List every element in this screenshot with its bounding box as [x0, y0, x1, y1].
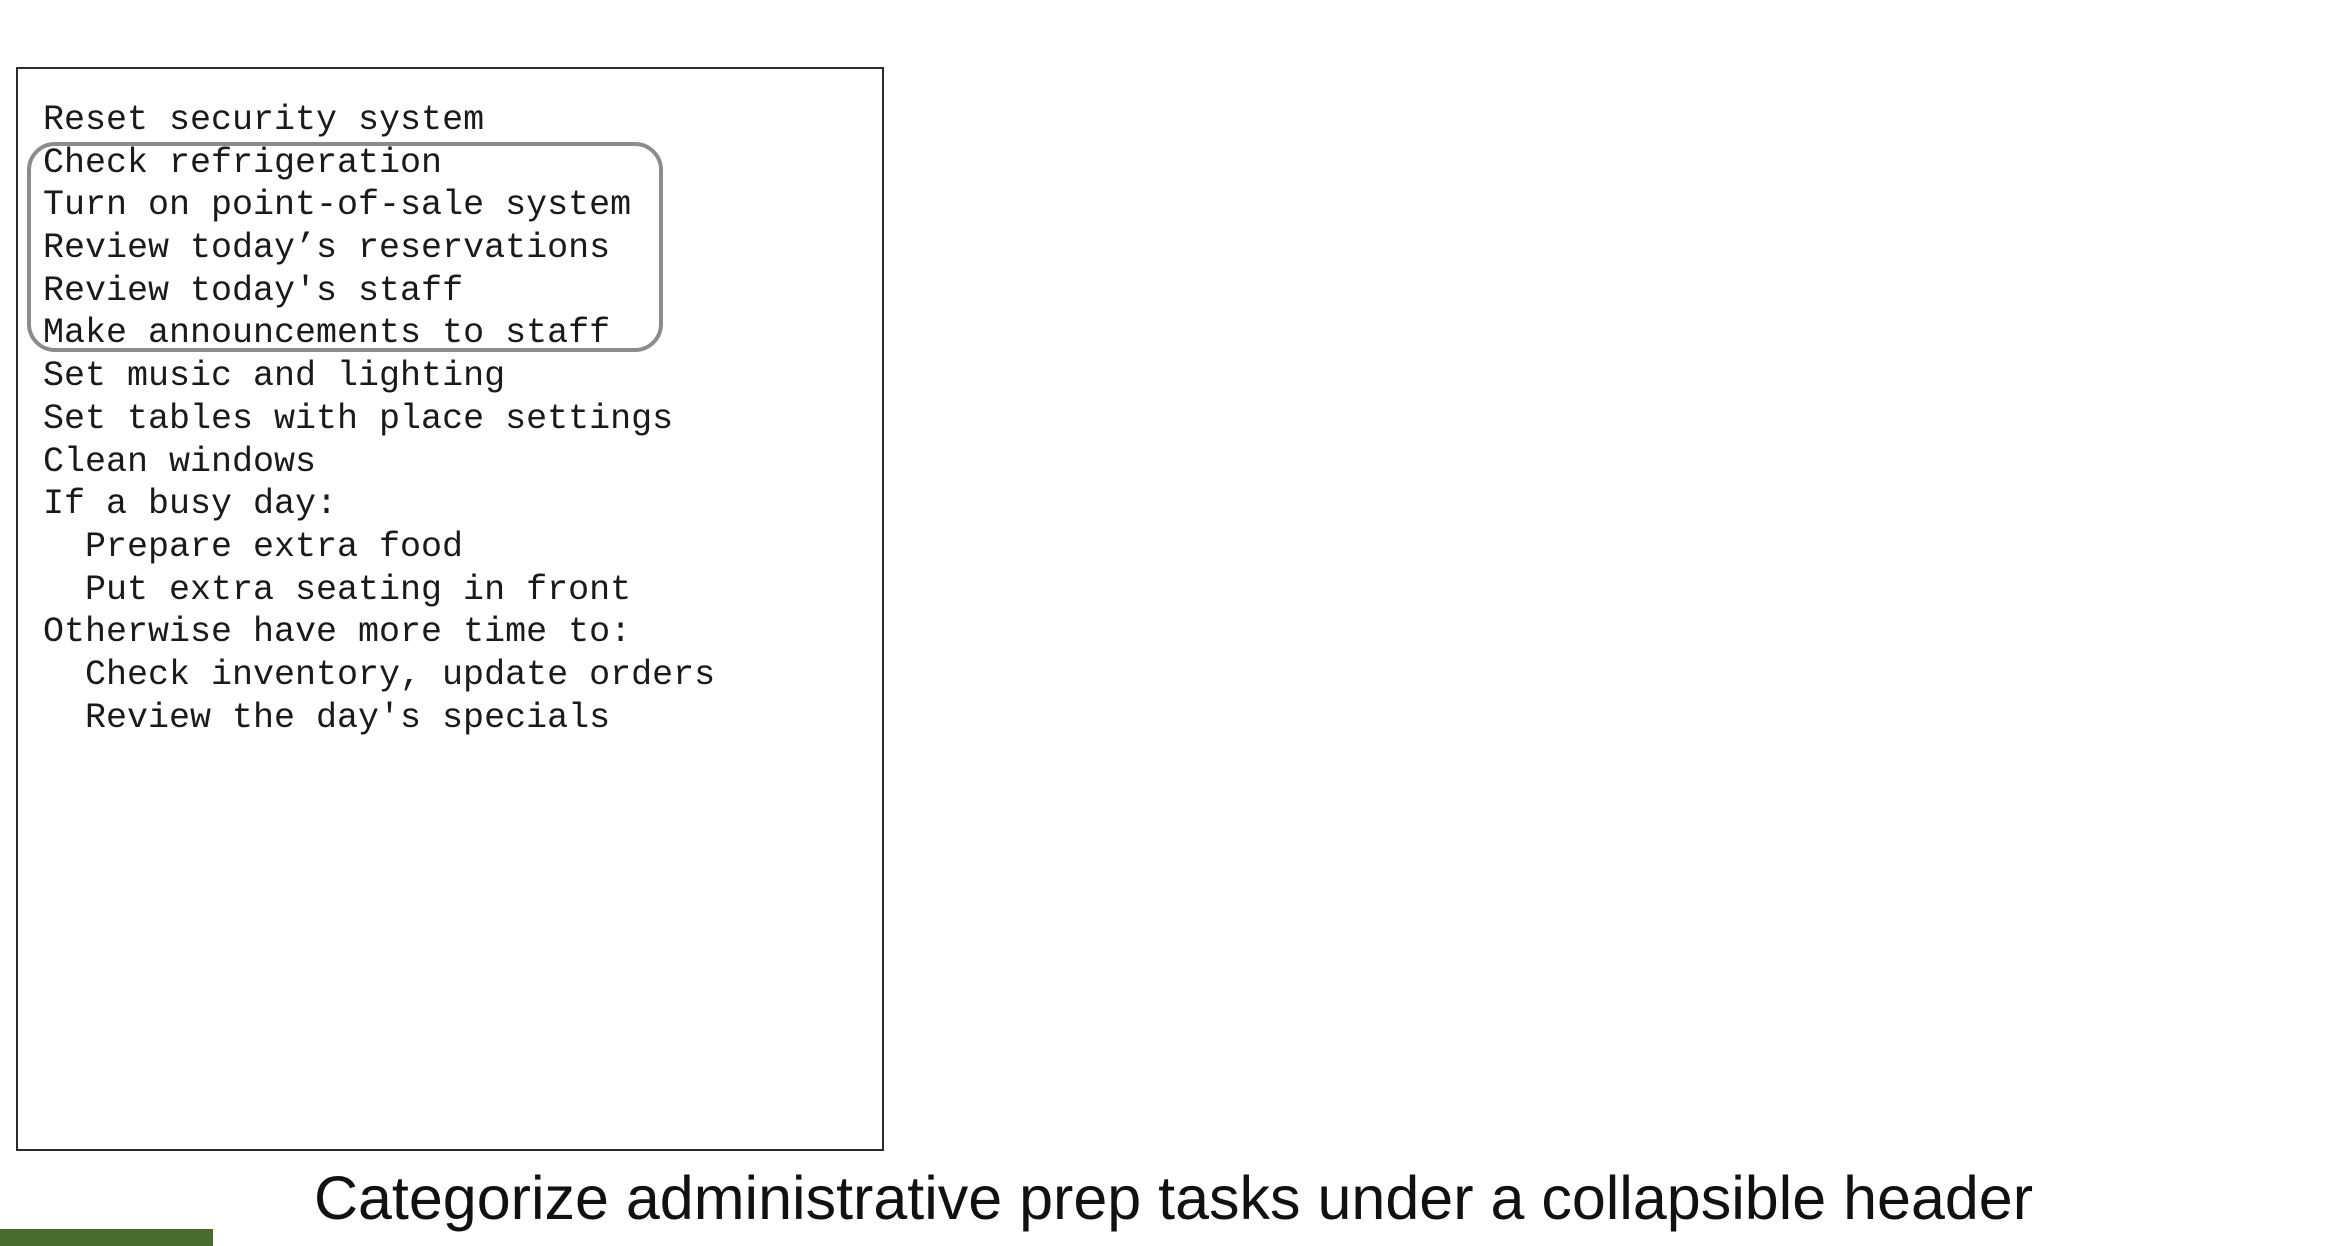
- task-list: [43, 99, 715, 739]
- task-line: Set music and lighting: [43, 356, 506, 397]
- task-line: Check refrigeration: [43, 142, 443, 183]
- task-line: Reset security system: [43, 100, 485, 140]
- slide-caption: Categorize administrative prep tasks under a collapsible header: [313, 1164, 2034, 1232]
- task-line: Review today’s reservations: [43, 228, 611, 269]
- task-line: Review today's staff: [43, 270, 464, 311]
- task-line-subitem: Put extra seating in front: [85, 569, 632, 610]
- task-list-panel: [16, 67, 884, 1151]
- task-line-subitem: Check inventory, update orders: [85, 654, 716, 695]
- task-line: Clean windows: [43, 441, 317, 482]
- task-line-subitem: Review the day's specials: [85, 697, 611, 738]
- task-line: If a busy day:: [43, 484, 338, 525]
- task-line: Set tables with place settings: [43, 398, 674, 439]
- task-line-subitem: Prepare extra food: [85, 526, 464, 567]
- task-line: Turn on point-of-sale system: [43, 185, 632, 226]
- accent-bar: [0, 1229, 213, 1246]
- task-line: Otherwise have more time to:: [43, 612, 632, 653]
- task-line: Make announcements to staff: [43, 313, 611, 354]
